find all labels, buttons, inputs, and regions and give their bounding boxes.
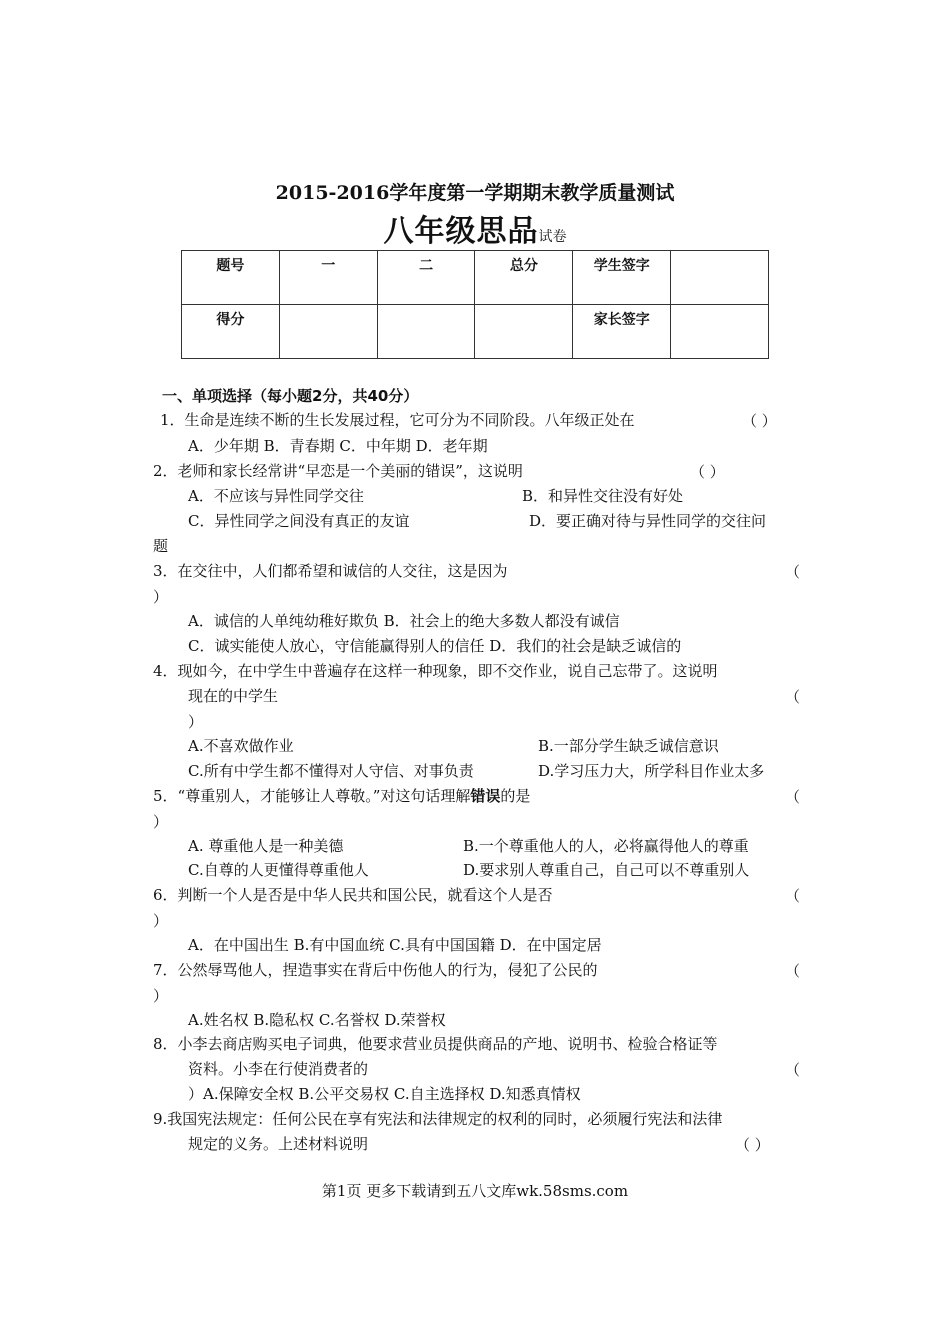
table-cell <box>671 251 769 305</box>
answer-paren-close: ） <box>153 987 169 1005</box>
answer-paren-close: ） <box>153 588 169 606</box>
stem-text: 5．“尊重别人，才能够让人尊敬。”对这句话理解 <box>153 787 471 805</box>
answer-paren-close: ） <box>188 713 204 731</box>
score-table <box>181 250 769 359</box>
table-cell: 总分 <box>475 251 573 305</box>
answer-paren: （ ） <box>690 463 725 481</box>
options-cd: C．诚实能使人放心，守信能赢得别人的信任 D．我们的社会是缺乏诚信的 <box>188 637 682 655</box>
option-b: B.一个尊重他人的人，必将赢得他人的尊重 <box>463 837 749 855</box>
question-8-options: ）A.保障安全权 B.公平交易权 C.自主选择权 D.知悉真情权 <box>188 1085 581 1103</box>
option-b: B.一部分学生缺乏诚信意识 <box>538 737 719 755</box>
subject-suffix: 试卷 <box>538 229 567 245</box>
answer-paren: （ ） <box>742 412 777 430</box>
answer-paren-open: （ <box>785 887 801 905</box>
table-cell: 题号 <box>182 251 280 305</box>
option-c: C.所有中学生都不懂得对人守信、对事负责 <box>188 762 474 780</box>
table-cell: 得分 <box>182 305 280 359</box>
exam-title: 2015-2016学年度第一学期期末教学质量测试 <box>275 182 675 204</box>
option-a: A．不应该与异性同学交往 <box>188 487 364 505</box>
question-3-stem: 3．在交往中，人们都希望和诚信的人交往，这是因为 <box>153 562 508 580</box>
answer-paren-open: （ <box>785 563 801 581</box>
answer-paren: （ ） <box>735 1136 770 1154</box>
table-cell: 一 <box>279 251 377 305</box>
option-d: D.要求别人尊重自己，自己可以不尊重别人 <box>463 861 750 879</box>
answer-paren-open: （ <box>785 688 801 706</box>
option-a: A. 尊重他人是一种美德 <box>188 837 344 855</box>
question-7-options: A.姓名权 B.隐私权 C.名誉权 D.荣誉权 <box>188 1011 446 1029</box>
option-d-wrap: 题 <box>153 537 169 555</box>
option-c: C．异性同学之间没有真正的友谊 <box>188 512 410 530</box>
question-1-options: A．少年期 B．青春期 C．中年期 D．老年期 <box>188 437 488 455</box>
page-footer: 第1页 更多下载请到五八文库wk.58sms.com <box>321 1182 629 1200</box>
question-5-stem <box>153 786 530 806</box>
question-8-stem-cont: 资料。小李在行使消费者的 <box>188 1060 369 1078</box>
answer-paren-open: （ <box>785 788 801 806</box>
option-b: B．和异性交往没有好处 <box>522 487 684 505</box>
question-6-options: A．在中国出生 B.有中国血统 C.具有中国国籍 D．在中国定居 <box>188 936 602 954</box>
question-9-stem-cont: 规定的义务。上述材料说明 <box>188 1135 369 1153</box>
table-cell: 家长签字 <box>573 305 671 359</box>
option-d: D．要正确对待与异性同学的交往问 <box>529 512 767 530</box>
emphasis-text: 错误 <box>470 787 501 805</box>
options-ab: A．诚信的人单纯幼稚好欺负 B．社会上的绝大多数人都没有诚信 <box>188 612 620 630</box>
answer-paren-close: ） <box>153 912 169 930</box>
question-4-stem-cont: 现在的中学生 <box>188 687 279 705</box>
table-cell <box>279 305 377 359</box>
answer-paren-open: （ <box>785 962 801 980</box>
subject-name: 八年级思品 <box>383 214 539 249</box>
option-d: D.学习压力大，所学科目作业太多 <box>538 762 765 780</box>
table-cell: 二 <box>377 251 475 305</box>
table-cell <box>377 305 475 359</box>
option-a: A.不喜欢做作业 <box>188 737 294 755</box>
question-8-stem: 8．小李去商店购买电子词典，他要求营业员提供商品的产地、说明书、检验合格证等 <box>153 1035 718 1053</box>
answer-paren-open: （ <box>785 1061 801 1079</box>
table-cell: 学生签字 <box>573 251 671 305</box>
score-table-row <box>182 305 769 359</box>
question-1-stem: 1．生命是连续不断的生长发展过程，它可分为不同阶段。八年级正处在 <box>160 411 635 429</box>
exam-subject <box>0 206 950 250</box>
question-9-stem: 9.我国宪法规定：任何公民在享有宪法和法律规定的权利的同时，必须履行宪法和法律 <box>153 1110 723 1128</box>
section-heading: 一、单项选择（每小题2分，共40分） <box>162 387 419 405</box>
table-cell <box>475 305 573 359</box>
stem-text: 的是 <box>500 787 531 805</box>
score-table-row <box>182 251 769 305</box>
question-4-stem: 4．现如今，在中学生中普遍存在这样一种现象，即不交作业，说自己忘带了。这说明 <box>153 662 718 680</box>
table-cell <box>671 305 769 359</box>
question-7-stem: 7．公然辱骂他人，捏造事实在背后中伤他人的行为，侵犯了公民的 <box>153 961 598 979</box>
answer-paren-close: ） <box>153 813 169 831</box>
question-2-stem: 2．老师和家长经常讲“早恋是一个美丽的错误”，这说明 <box>153 462 523 480</box>
question-6-stem: 6．判断一个人是否是中华人民共和国公民，就看这个人是否 <box>153 886 553 904</box>
option-c: C.自尊的人更懂得尊重他人 <box>188 861 369 879</box>
